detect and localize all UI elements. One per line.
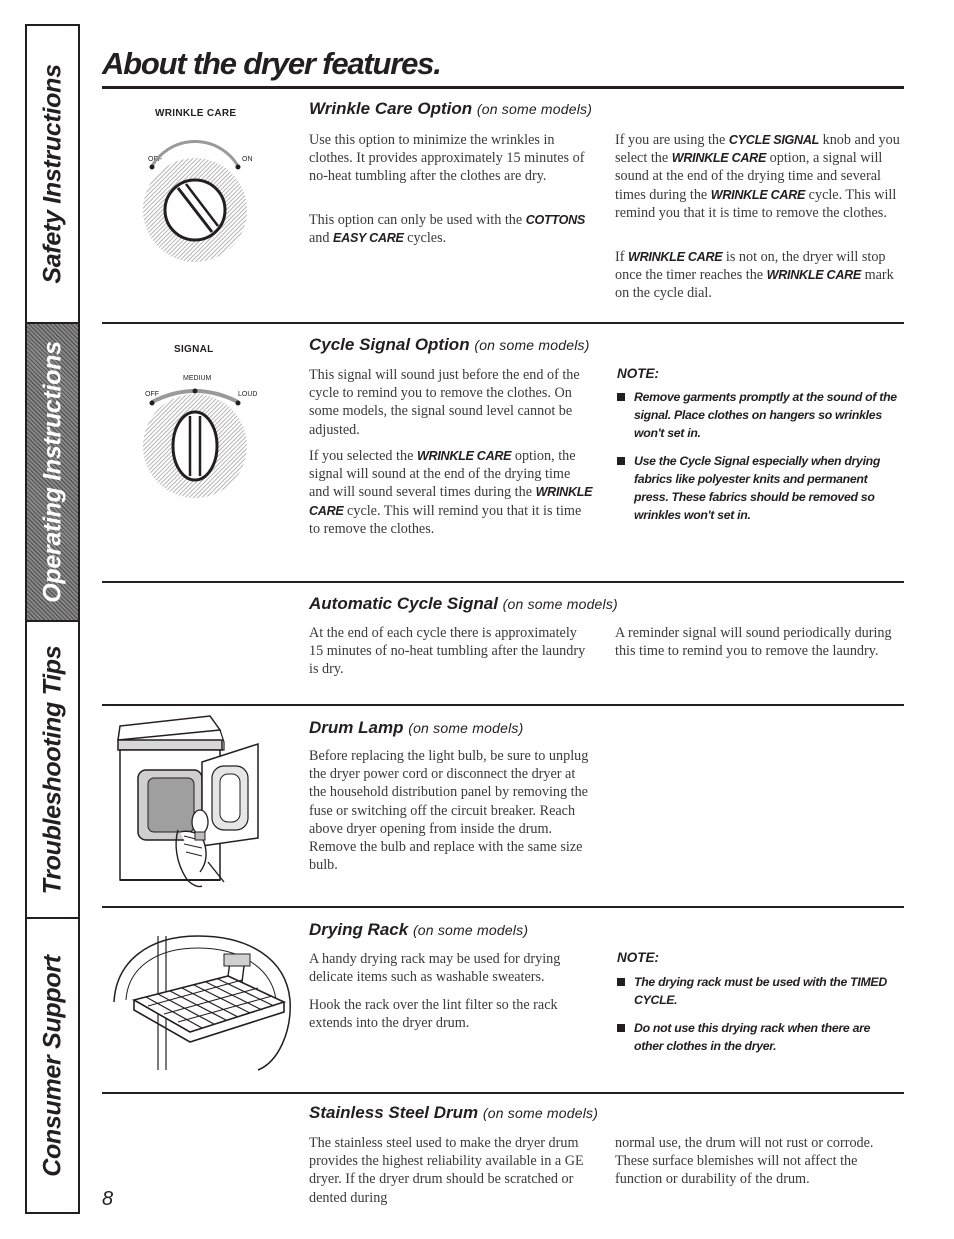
tab-operating-instructions[interactable] xyxy=(27,322,78,620)
keyword-wrinkle-care: WRINKLE CARE xyxy=(416,449,512,463)
drying-rack-note-2-text: Do not use this drying rack when there are other clothes in the dryer. xyxy=(634,1021,871,1053)
automatic-cycle-signal-title-text: Automatic Cycle Signal xyxy=(309,594,498,613)
section-divider xyxy=(102,906,904,908)
section-divider xyxy=(102,581,904,583)
signal-off-label: OFF xyxy=(145,391,159,398)
cycle-signal-paragraph-2 xyxy=(309,447,594,538)
automatic-cycle-signal-title xyxy=(309,594,618,614)
keyword-wrinkle-care: WRINKLE CARE xyxy=(309,485,593,518)
drum-lamp-qualifier: (on some models) xyxy=(408,720,524,736)
wrinkle-off-label: OFF xyxy=(148,156,162,163)
signal-p2-text-b: option, the signal will sound at the end of the drying time and will sound several times during the xyxy=(309,448,576,501)
wrinkle-p2-text-b: and xyxy=(309,230,330,247)
drying-rack-note-2 xyxy=(617,1019,902,1055)
drum-lamp-title-text: Drum Lamp xyxy=(309,718,404,737)
wrinkle-care-knob-illustration xyxy=(130,140,260,265)
tab-safety-instructions-label: Safety Instructions xyxy=(38,64,66,284)
drum-lamp-title xyxy=(309,718,523,738)
drying-rack-title-text: Drying Rack xyxy=(309,920,409,939)
cycle-signal-note-1-text: Remove garments promptly at the sound of the signal. Place clothes on hangers so wrinkles won't set in. xyxy=(634,390,897,440)
bullet-square-icon xyxy=(617,393,625,401)
drying-rack-qualifier: (on some models) xyxy=(412,922,529,938)
keyword-cycle-signal: CYCLE SIGNAL xyxy=(728,133,820,147)
stainless-steel-drum-qualifier: (on some models) xyxy=(482,1105,599,1121)
stainless-steel-drum-title xyxy=(309,1103,598,1123)
stainless-steel-drum-paragraph-1: The stainless steel used to make the dryer drum provides the highest reliability available in a GE dryer. If the dryer drum should be scratched or dented during xyxy=(309,1135,584,1206)
drying-rack-paragraph-2: Hook the rack over the lint filter so the rack extends into the dryer drum. xyxy=(309,997,558,1032)
drying-rack-note-1-text: The drying rack must be used with the xyxy=(634,975,848,989)
keyword-wrinkle-care: WRINKLE CARE xyxy=(671,151,767,166)
tab-troubleshooting-tips-label: Troubleshooting Tips xyxy=(38,645,66,894)
automatic-cycle-signal-paragraph-1: At the end of each cycle there is approximately 15 minutes of no-heat tumbling after the laundry is dry. xyxy=(309,625,586,678)
cycle-signal-note-label: NOTE: xyxy=(617,366,659,381)
cycle-signal-knob-illustration xyxy=(130,378,260,503)
bullet-square-icon xyxy=(617,1024,625,1032)
tab-operating-instructions-label: Operating Instructions xyxy=(38,341,66,603)
wrinkle-care-title xyxy=(309,99,592,119)
wrinkle-p3-text-d: cycle. This will remind you that it is time to remove the clothes. xyxy=(615,186,897,221)
cycle-signal-note-1 xyxy=(617,388,902,442)
stainless-steel-drum-paragraph-2: normal use, the drum will not rust or corrode. These surface blemishes will not affect the function or durability of the drum. xyxy=(615,1135,874,1188)
side-tab-column xyxy=(25,24,80,1214)
wrinkle-p4-text-b: is not on, the dryer will stop once the timer reaches the xyxy=(615,249,886,284)
cycle-signal-note-2-text: Use the Cycle Signal especially when drying fabrics like polyester knits and permanent press. These fabrics should be removed so wrinkles won't set in. xyxy=(634,454,881,522)
tab-consumer-support-label: Consumer Support xyxy=(38,954,66,1177)
page-number: 8 xyxy=(102,1188,114,1210)
drying-rack-title xyxy=(309,920,528,940)
drying-rack-note-1 xyxy=(617,973,902,1009)
automatic-cycle-signal-qualifier: (on some models) xyxy=(502,596,618,612)
wrinkle-p4-text-c: mark on the cycle dial. xyxy=(615,267,894,302)
keyword-wrinkle-care: WRINKLE CARE xyxy=(628,250,723,264)
wrinkle-care-title-text: Wrinkle Care Option xyxy=(309,99,473,118)
keyword-wrinkle-care: WRINKLE CARE xyxy=(710,187,806,202)
bullet-square-icon xyxy=(617,978,625,986)
signal-medium-label: MEDIUM xyxy=(183,375,212,382)
cycle-signal-title-text: Cycle Signal Option xyxy=(309,335,470,354)
wrinkle-p2-text-a: This option can only be used with the xyxy=(309,212,523,228)
drum-lamp-paragraph-1: Before replacing the light bulb, be sure to unplug the dryer power cord or disconnect the dryer at the household distribution panel by removing the fuse or switching off the circuit breaker. Reach above dryer opening from inside the drum. Remove the bulb and replace with the same size bulb. xyxy=(309,748,589,874)
section-divider xyxy=(102,1092,904,1094)
cycle-signal-qualifier: (on some models) xyxy=(474,337,590,353)
keyword-cottons: COTTONS xyxy=(525,213,585,227)
signal-p2-text-c: cycle. This will remind you that it is time to remove the clothes. xyxy=(309,502,582,537)
cycle-signal-note-2 xyxy=(617,452,902,524)
wrinkle-p3-text-c: option, a signal will sound at the end of the drying time and several times during the xyxy=(615,150,883,203)
tab-safety-instructions[interactable] xyxy=(27,24,78,322)
tab-consumer-support[interactable] xyxy=(27,917,78,1214)
keyword-wrinkle-care: WRINKLE CARE xyxy=(766,268,862,283)
cycle-signal-title xyxy=(309,335,590,355)
signal-p2-text-a: If you selected the xyxy=(309,448,414,464)
keyword-easy-care: EASY CARE xyxy=(333,231,404,246)
wrinkle-knob-label: WRINKLE CARE xyxy=(155,108,237,119)
signal-knob-label: SIGNAL xyxy=(174,344,214,355)
wrinkle-care-paragraph-2 xyxy=(309,211,594,247)
wrinkle-p4-text-a: If xyxy=(615,249,625,265)
wrinkle-on-label: ON xyxy=(242,156,253,163)
title-rule xyxy=(102,86,904,89)
page-title: About the dryer features. xyxy=(102,46,441,81)
wrinkle-care-paragraph-4 xyxy=(615,248,905,303)
wrinkle-care-qualifier: (on some models) xyxy=(476,101,593,117)
section-divider xyxy=(102,704,904,706)
stainless-steel-drum-title-text: Stainless Steel Drum xyxy=(309,1103,479,1122)
wrinkle-p2-text-c: cycles. xyxy=(407,230,447,247)
drying-rack-paragraph-1: A handy drying rack may be used for drying delicate items such as washable sweaters. xyxy=(309,951,561,986)
wrinkle-p3-text-a: If you are using the xyxy=(615,132,726,148)
wrinkle-p3-text-b: knob and you select the xyxy=(615,132,900,167)
keyword-timed-cycle: TIMED CYCLE. xyxy=(634,975,887,1007)
automatic-cycle-signal-paragraph-2: A reminder signal will sound periodically during this time to remind you to remove the laundry. xyxy=(615,625,892,660)
section-divider xyxy=(102,322,904,324)
drying-rack-illustration xyxy=(108,922,308,1072)
bullet-square-icon xyxy=(617,457,625,465)
cycle-signal-paragraph-1: This signal will sound just before the end of the cycle to remind you to remove the clothes. On some models, the signal sound level cannot be adjusted. xyxy=(309,367,580,438)
drum-lamp-illustration xyxy=(108,712,298,892)
tab-troubleshooting-tips[interactable] xyxy=(27,620,78,917)
wrinkle-care-paragraph-3 xyxy=(615,131,905,222)
drying-rack-note-label: NOTE: xyxy=(617,950,659,965)
wrinkle-care-paragraph-1: Use this option to minimize the wrinkles in clothes. It provides approximately 15 minutes of no-heat tumbling after the clothes are dry. xyxy=(309,132,585,185)
signal-loud-label: LOUD xyxy=(238,391,258,398)
